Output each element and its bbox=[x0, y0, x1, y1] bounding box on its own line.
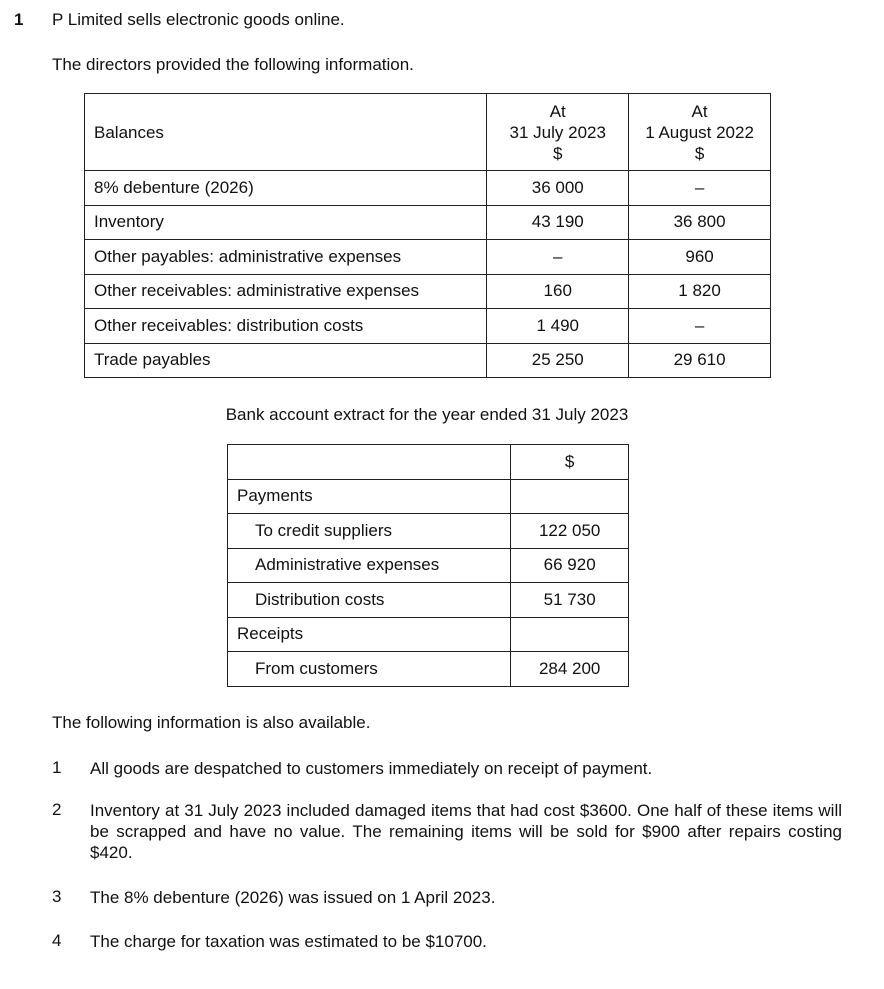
table-cell: 43 190 bbox=[487, 205, 629, 240]
item-text: The 8% debenture (2026) was issued on 1 April 2023. bbox=[90, 888, 496, 907]
lead-text: The directors provided the following information. bbox=[52, 55, 414, 74]
header-cell: Balances bbox=[85, 94, 487, 171]
currency-header: $ bbox=[511, 445, 629, 480]
table-cell: 36 800 bbox=[629, 205, 771, 240]
table-row bbox=[228, 617, 629, 652]
info-item bbox=[52, 800, 842, 863]
info-item bbox=[52, 931, 842, 952]
table-cell: Inventory bbox=[85, 205, 487, 240]
item-number: 3 bbox=[52, 887, 62, 906]
row-label: Administrative expenses bbox=[228, 548, 511, 583]
table-cell: – bbox=[629, 171, 771, 206]
info-item bbox=[52, 887, 842, 908]
table-cell: 1 820 bbox=[629, 274, 771, 309]
row-value bbox=[511, 479, 629, 514]
header-cell: At 1 August 2022 $ bbox=[629, 94, 771, 171]
balances-header-row bbox=[85, 94, 771, 171]
table-cell: 29 610 bbox=[629, 343, 771, 378]
table-cell: 8% debenture (2026) bbox=[85, 171, 487, 206]
table-cell: 36 000 bbox=[487, 171, 629, 206]
table-cell: – bbox=[487, 240, 629, 275]
table-cell: 1 490 bbox=[487, 309, 629, 344]
table-cell: – bbox=[629, 309, 771, 344]
item-text: The charge for taxation was estimated to be $10700. bbox=[90, 932, 487, 951]
row-value: 122 050 bbox=[511, 514, 629, 549]
table-cell: Other receivables: administrative expenses bbox=[85, 274, 487, 309]
table-cell: 160 bbox=[487, 274, 629, 309]
table-row bbox=[85, 274, 771, 309]
table-row bbox=[85, 240, 771, 275]
table-row bbox=[228, 548, 629, 583]
table-row bbox=[228, 583, 629, 618]
row-value: 51 730 bbox=[511, 583, 629, 618]
bank-caption: Bank account extract for the year ended 31 July 2023 bbox=[225, 405, 629, 424]
additional-lead: The following information is also available. bbox=[52, 713, 371, 732]
table-row bbox=[85, 171, 771, 206]
bank-table bbox=[227, 444, 629, 687]
table-cell: Trade payables bbox=[85, 343, 487, 378]
table-row bbox=[228, 514, 629, 549]
table-cell: Other payables: administrative expenses bbox=[85, 240, 487, 275]
table-row bbox=[228, 479, 629, 514]
table-row bbox=[85, 205, 771, 240]
row-value: 66 920 bbox=[511, 548, 629, 583]
balances-table bbox=[84, 93, 771, 378]
bank-header-row bbox=[228, 445, 629, 480]
item-text: Inventory at 31 July 2023 included damaged items that had cost $3600. One half of these items will be scrapped and have no value. The remaining items will be sold for $900 after repairs costing $420. bbox=[90, 801, 842, 862]
item-number: 4 bbox=[52, 931, 62, 950]
item-text: All goods are despatched to customers immediately on receipt of payment. bbox=[90, 759, 653, 778]
question-number: 1 bbox=[14, 10, 24, 29]
table-cell: 25 250 bbox=[487, 343, 629, 378]
item-number: 1 bbox=[52, 758, 62, 777]
row-value: 284 200 bbox=[511, 652, 629, 687]
table-row bbox=[85, 309, 771, 344]
intro-text: P Limited sells electronic goods online. bbox=[52, 10, 345, 29]
row-label: To credit suppliers bbox=[228, 514, 511, 549]
row-label: From customers bbox=[228, 652, 511, 687]
table-row bbox=[85, 343, 771, 378]
row-label: Receipts bbox=[228, 617, 511, 652]
header-cell: At 31 July 2023 $ bbox=[487, 94, 629, 171]
row-label: Distribution costs bbox=[228, 583, 511, 618]
table-cell: Other receivables: distribution costs bbox=[85, 309, 487, 344]
item-number: 2 bbox=[52, 800, 62, 819]
row-value bbox=[511, 617, 629, 652]
table-cell: 960 bbox=[629, 240, 771, 275]
table-row bbox=[228, 652, 629, 687]
info-item bbox=[52, 758, 842, 779]
row-label: Payments bbox=[228, 479, 511, 514]
